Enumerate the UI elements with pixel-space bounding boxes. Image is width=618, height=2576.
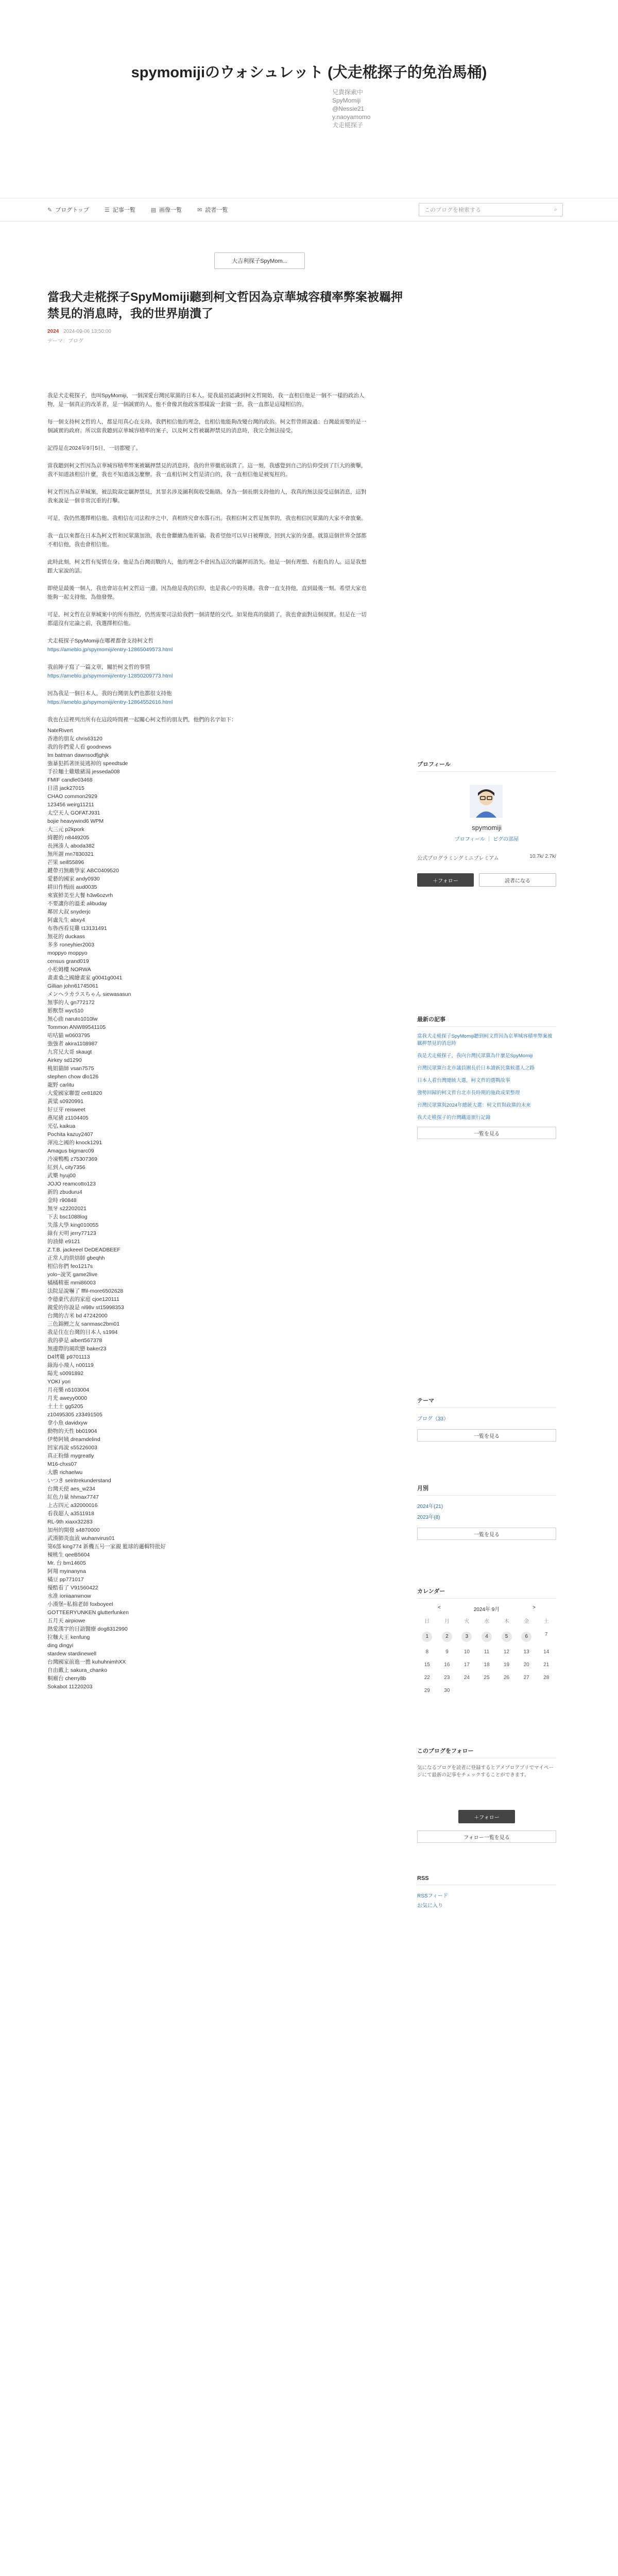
entry-meta: [47, 329, 408, 334]
theme-module: [417, 1396, 556, 1442]
calendar-day: 7: [544, 1632, 548, 1637]
supporter-name: Pochita kazuy2407: [47, 1131, 93, 1138]
recent-item[interactable]: 台灣民眾黨台北市議員團長於日本讀新民黨候選人之路: [417, 1065, 535, 1071]
supporter-name: 芒果 seill55896: [47, 859, 84, 866]
calendar-day: 21: [543, 1662, 550, 1668]
supporter-name: NateRivert: [47, 727, 73, 734]
supporter-name: 無事的人 gn772172: [47, 999, 95, 1006]
supporter-name: メンヘラカラスちゃん siewasasun: [47, 991, 131, 997]
supporter-name: 來賓鮮美至大餐 h3w6ozvrh: [47, 892, 113, 899]
supporter-name: 香港的朋友 chris63120: [47, 736, 102, 742]
nav-label: 記事一覧: [112, 207, 135, 213]
supporter-name: 第6部 king774 新機五号一家親 籃球的邏輯特批好: [47, 1544, 166, 1550]
entry-paragraph: 我一直以來都在日本為柯文哲和民眾黨加油，我也會繼續為他祈禱。我希望他可以早日被釋放，回到大家的身邊。就算這個世界全部都不相信他，我也會相信他。: [47, 533, 367, 548]
recent-title: 最新の記事: [417, 1015, 556, 1027]
entry-header: [47, 289, 408, 344]
entry-link[interactable]: https://ameblo.jp/spymomiji/entry-12850209773.html: [47, 673, 173, 679]
supporter-name: 上古四元 a32000016: [47, 1502, 98, 1509]
supporter-name: Amagus bigmarc09: [47, 1148, 94, 1154]
supporter-name: 無心曲 naruto1010lw: [47, 1016, 98, 1022]
supporter-name: Z.T.B. jackeeel DeDEADBEEF: [47, 1247, 121, 1253]
supporter-name: 123456 weirg11211: [47, 802, 94, 808]
supporter-name: 桐廟台 cherry8b: [47, 1675, 87, 1682]
supporter-name: 我的夢是 albert567378: [47, 1337, 102, 1344]
calendar-day: 27: [523, 1675, 529, 1681]
supporter-name: 不要讓你的溫柔 alibuday: [47, 901, 107, 907]
calendar-day: 9: [445, 1649, 449, 1655]
calendar-weekday: 水: [484, 1619, 489, 1624]
supporter-name: 紅到人 city7356: [47, 1164, 85, 1171]
supporter-name: 李德豪代表的家庭 cjoe120111: [47, 1296, 119, 1302]
supporter-name: 阿翔 myinanyna: [47, 1568, 86, 1574]
calendar-day: 10: [464, 1649, 470, 1655]
calendar-weekday: 木: [504, 1619, 509, 1624]
supporter-name: 動物的天性 bb01904: [47, 1428, 97, 1434]
supporter-name: 鍵帶刃無敵學家 ABC0409520: [47, 868, 119, 874]
pen-icon: ✎: [47, 207, 53, 213]
supporter-name: z10495305 z33491505: [47, 1412, 102, 1418]
supporter-name: 伊勢阿姨 dreamdelind: [47, 1436, 100, 1443]
supporter-name: 阿盧先生 abxy4: [47, 917, 85, 923]
search-input[interactable]: [419, 203, 563, 216]
supporter-name: 回家再說 s55226003: [47, 1445, 97, 1451]
supporter-name: 綠有天明 jerry77123: [47, 1230, 96, 1236]
calendar-day: 15: [424, 1662, 430, 1668]
supporter-name: 愛藝的國家 andy0930: [47, 876, 100, 882]
supporter-name: 法院是說嚇了 fffil-more6502628: [47, 1288, 124, 1294]
rss-module: [417, 1875, 556, 1909]
follow-button[interactable]: ＋フォロー: [417, 873, 474, 887]
supporter-name: 無所謂 mn7830321: [47, 851, 94, 857]
supporter-name: 無花的 duckass: [47, 934, 85, 940]
calendar-day: 13: [523, 1649, 529, 1655]
recent-item[interactable]: 台灣民眾黨與2024年總統大選：柯文哲與政黨的未來: [417, 1103, 531, 1108]
calendar-day: 29: [424, 1688, 430, 1693]
calendar-module: [417, 1587, 556, 1693]
stat-label[interactable]: 公式プログラミングミニプレミアム: [417, 856, 499, 861]
supporter-name: CHAO common2929: [47, 793, 97, 800]
calendar-day: 17: [464, 1662, 470, 1668]
entry-pager: [0, 245, 618, 275]
search-icon[interactable]: ⌕: [554, 206, 557, 213]
entry-paragraph: 犬走椛探子SpyMomiji在哪裡都會支持柯文哲: [47, 638, 153, 644]
supporter-name: 大膽 richaelwu: [47, 1469, 83, 1476]
supporter-name: Mr. 台 bm14605: [47, 1560, 86, 1566]
calendar-day: 11: [484, 1649, 490, 1655]
entry-link[interactable]: https://ameblo.jp/spymomiji/entry-12864552616.html: [47, 699, 173, 705]
supporter-name: 強強者 akira1108987: [47, 1041, 98, 1047]
calendar-day: 25: [484, 1675, 490, 1681]
stat-value: 10.7k/ 2.7k/: [529, 854, 556, 859]
recent-list: [417, 1033, 556, 1122]
supporter-name: 龍野 carlitu: [47, 1082, 74, 1088]
rss-title: RSS: [417, 1875, 556, 1885]
recent-more-button[interactable]: 一覧を見る: [417, 1127, 556, 1139]
calendar-day: 26: [504, 1675, 510, 1681]
supporter-name: 桃姐貓師 vsan7575: [47, 1065, 94, 1072]
calendar-day: 12: [504, 1649, 510, 1655]
profile-module: [417, 760, 556, 884]
follow-blog-button[interactable]: ＋フォロー: [458, 1810, 515, 1823]
supporter-name: stardew stardinewell: [47, 1651, 97, 1657]
entry-paragraph: 我是犬走椛探子，也叫SpyMomiji，一個深愛台灣民眾黨的日本人。從我最初認識到柯文哲開始，我一直相信他是一個不一樣的政治人物，是一個真正的改革者，是一個誠實的人，他不會像其他政客那樣說一套做一套，我一直都是這樣相信的。: [47, 393, 365, 408]
supporter-name: 親愛的你說是 nl98v st15998353: [47, 1304, 124, 1311]
nav-label: 画像一覧: [159, 207, 182, 213]
calendar-weekday: 火: [464, 1619, 470, 1624]
nav-label: 読者一覧: [205, 207, 228, 213]
supporter-name: 橘豆 pp771017: [47, 1577, 84, 1583]
supporter-name: 布魯西看見雞 t13131491: [47, 925, 107, 931]
entry-paragraph: 即使是最後一個人，我也會站在柯文哲這一邊。因為他是我的信仰，也是我心中的英雄。我會一直支持他，直到最後一刻。希望大家也能夠一起支持他，為他發聲。: [47, 585, 367, 600]
supporter-name: 武樂 hyuj00: [47, 1173, 76, 1179]
supporter-name: 武漢肺炎血液 wuhanvirus01: [47, 1535, 115, 1541]
recent-item[interactable]: 我犬走椛探子的台灣鐵道旅行記錄: [417, 1115, 491, 1121]
entry-paragraph: 我前陣子寫了一篇文章，關於柯文哲的事情: [47, 664, 150, 670]
calendar-weekday: 金: [524, 1619, 529, 1624]
supporter-name: 我是住在台灣的日本人 s1994: [47, 1329, 118, 1335]
supporter-name: 渾沌之國的 knock1291: [47, 1140, 102, 1146]
supporter-name: 下去 bsc1088log: [47, 1214, 88, 1220]
nav-item-entries[interactable]: [105, 206, 135, 214]
supporter-name: 我的你們愛人看 goodnews: [47, 744, 112, 750]
supporter-name: 無邊際的風吹戀 baker23: [47, 1346, 107, 1352]
supporter-name: Im batman dawnsodfjghjk: [47, 752, 109, 758]
entry-year: 2024: [47, 329, 59, 334]
supporter-name: 自由戴上 sakura_chanko: [47, 1667, 108, 1673]
profile-stats: [417, 854, 556, 861]
calendar-weekday: 月: [444, 1619, 450, 1624]
supporter-name: 水准 ioriiaanwnow: [47, 1593, 91, 1599]
supporter-name: RL-9th xiaxx32283: [47, 1519, 93, 1525]
supporter-name: 畫畫桑之國繪畫家 g0041g0041: [47, 975, 123, 981]
supporter-name: 加州的開發 s4870000: [47, 1527, 100, 1533]
supporter-name: yolo~說笑 game2live: [47, 1272, 98, 1278]
supporter-name: 台灣天使 aes_w234: [47, 1486, 95, 1492]
supporter-name: YOKI yori: [47, 1379, 71, 1385]
supporter-name: 燕尾豬 z1104405: [47, 1115, 89, 1121]
global-nav: [0, 198, 618, 222]
supporter-name: 冷凍鴨鴨 z75307369: [47, 1156, 97, 1162]
supporter-name: Tommon ANW89541105: [47, 1024, 106, 1030]
follow-module: [417, 1747, 556, 1843]
supporter-name: Sokabot 11220203: [47, 1684, 93, 1690]
blog-header: [0, 0, 618, 175]
calendar-day: 14: [543, 1649, 550, 1655]
supporter-name: 金時 r90848: [47, 1197, 77, 1204]
avatar[interactable]: [470, 785, 503, 818]
calendar-day[interactable]: 1: [422, 1632, 432, 1642]
supporter-list: [47, 726, 367, 1691]
entry-paragraph: 每一個支持柯文哲的人，都是用真心在支持。我們相信他的理念，也相信他能夠改變台灣的政治。柯文哲曾經說過：台灣最需要的是一個誠實的政府。所以當我聽到京華城容積率的案子，以及柯文哲被羈押禁見的消息時，我完全無法接受。: [47, 419, 367, 434]
supporter-name: 強暴犯抓著匪徒逃掉的 speedtsde: [47, 760, 128, 767]
supporter-name: 大三元 p2kpork: [47, 826, 84, 833]
entry-paragraph: 因為我是一個日本人，我的台灣朋友們也都很支持他: [47, 690, 172, 697]
supporter-name: GOTTEERYUNKEN glutterfunken: [47, 1609, 129, 1616]
calendar-day: 20: [523, 1662, 529, 1668]
supporter-name: 拿小魚 davidxyw: [47, 1420, 88, 1426]
calendar-day[interactable]: 2: [442, 1632, 452, 1642]
supporter-name: 月光 aweyy0000: [47, 1395, 88, 1401]
nav-item-images[interactable]: [151, 206, 182, 214]
next-entry-button[interactable]: 大吉利探子SpyMom...: [214, 252, 305, 269]
supporter-name: 失落大學 king010055: [47, 1222, 99, 1228]
entry-paragraph: 此時此刻，柯文哲有冤情在身。他是為台灣而戰的人，他的理念不會因為這次的羈押而消失。他是一個有理想、有抱負的人。這是我想跟大家說的話。: [47, 559, 367, 574]
calendar-day: 22: [424, 1675, 430, 1681]
entry-body: [47, 392, 367, 1691]
supporter-name: 小漢堡~私棉老師 foxboyeel: [47, 1601, 113, 1607]
follow-more-button[interactable]: フォロー一覧を見る: [417, 1831, 556, 1843]
supporter-name: 土土土 gg5205: [47, 1403, 83, 1410]
blog-subtitle: [332, 88, 389, 129]
supporter-name: 陽光 s0091892: [47, 1370, 84, 1377]
supporter-name: 小松姆樓 NORWA: [47, 967, 91, 973]
supporter-name: FMIF candle03468: [47, 777, 93, 783]
supporter-name: 熱愛漢字的日語醫療 dog8312990: [47, 1626, 128, 1632]
calendar-next-button[interactable]: >: [533, 1605, 536, 1611]
calendar-prev-button[interactable]: <: [438, 1605, 441, 1611]
mail-icon: ✉: [197, 207, 202, 213]
supporter-name: 長洲湊人 aboda382: [47, 843, 95, 849]
supporter-name: 綠海小飛人 n00119: [47, 1362, 94, 1368]
supporter-name: D4烤雞 p9701113: [47, 1354, 90, 1360]
follow-title: このブログをフォロー: [417, 1747, 556, 1758]
list-icon: ☰: [104, 207, 110, 213]
archive-more-button[interactable]: 一覧を見る: [417, 1528, 556, 1540]
subtitle-line: SpyMomiji: [332, 97, 361, 104]
calendar-title: カレンダー: [417, 1587, 556, 1599]
calendar-day: 16: [444, 1662, 450, 1668]
supporter-name: 相信你們 feo1217s: [47, 1263, 93, 1269]
subtitle-line: 犬走椛探子: [332, 122, 364, 129]
profile-name[interactable]: spymomiji: [472, 824, 502, 832]
image-icon: ▤: [150, 207, 157, 213]
supporter-name: 鄰居大叔 snyderjc: [47, 909, 91, 915]
supporter-name: moppyo moppyo: [47, 950, 88, 956]
supporter-name: 台灣國家前進一擔 kuhuhnimhXX: [47, 1659, 126, 1665]
supporter-name: 真正粉絲 mygreatly: [47, 1453, 94, 1459]
calendar-header: [417, 1605, 556, 1613]
supporter-name: 優酷看了 V91560422: [47, 1585, 98, 1591]
supporter-name: 台灣的吉米 bd 47242000: [47, 1313, 108, 1319]
entry-paragraph: 我也在這裡列出所有在這段時間裡一起關心柯文哲的朋友們，他們的名字如下：: [47, 717, 237, 723]
supporter-name: 橘橘精靈 mmi86003: [47, 1280, 96, 1286]
supporter-name: 太空天人 GOFATJ931: [47, 810, 100, 816]
supporter-name: 綺麗的 n8449205: [47, 835, 90, 841]
calendar-month: 2024年 9月: [473, 1607, 500, 1613]
supporter-name: 耕田作梅雨 aud0035: [47, 884, 97, 890]
entry-paragraph: 可是，我仍然選擇相信他。我相信在司法程序之中，真相終究會水落石出。我相信柯文哲是無辜的，我也相信民眾黨的大家不會放棄。: [47, 515, 367, 521]
nav-label: ブログトップ: [55, 207, 89, 213]
archive-item[interactable]: 2024年(21): [417, 1504, 443, 1510]
supporter-name: 的油條 e9121: [47, 1239, 80, 1245]
supporter-name: JOJO reamcotto123: [47, 1181, 96, 1187]
supporter-name: 無牙 s22202021: [47, 1206, 87, 1212]
nav-item-blog-top[interactable]: [47, 206, 89, 214]
supporter-name: Airkey sd1290: [47, 1057, 82, 1063]
supporter-name: 黃粱 s0920991: [47, 1098, 84, 1105]
nav-item-readers[interactable]: [197, 206, 228, 214]
supporter-name: M16-chxs07: [47, 1461, 77, 1467]
archive-title: 月別: [417, 1484, 556, 1496]
follow-description: 気になるブログを読者に登録するとアメブロアプリでマイページにて最新の記事をチェックすることができます。: [417, 1765, 554, 1778]
search-placeholder: このブログを検索する: [424, 207, 481, 213]
calendar-day[interactable]: 3: [461, 1632, 472, 1642]
supporter-name: 光弘 kaikua: [47, 1123, 76, 1129]
supporter-name: 多多 roneyhier2003: [47, 942, 95, 948]
recent-entries-module: [417, 1015, 556, 1139]
recent-item[interactable]: 日本人看台灣總統大選，柯文哲的選戰故事: [417, 1078, 510, 1083]
supporter-name: いつき seiritrekunderstand: [47, 1478, 111, 1484]
recent-item[interactable]: 當我犬走椛探子SpyMomiji聽到柯文哲因為京華城容積率弊案被羈押禁見的消息時: [417, 1033, 553, 1046]
supporter-name: 九宮兄大哥 skaugt: [47, 1049, 92, 1055]
entry-link[interactable]: https://ameblo.jp/spymomiji/entry-12865049573.html: [47, 647, 173, 653]
supporter-name: 月亮樂 n5103004: [47, 1387, 90, 1393]
subtitle-line: @Nessie21: [332, 105, 365, 112]
calendar-weekday: 土: [543, 1619, 549, 1624]
calendar-day[interactable]: 4: [482, 1632, 492, 1642]
entry-paragraph: 記得是在2024年9月5日，一切都變了。: [47, 445, 142, 451]
supporter-name: 正常人的烘焙師 gbeqhh: [47, 1255, 105, 1261]
rss-link[interactable]: RSSフィード: [417, 1893, 448, 1899]
calendar-day: 30: [444, 1688, 450, 1693]
supporter-name: 手拉麵土雞燉豬湯 jesseda008: [47, 769, 120, 775]
calendar-day: 24: [464, 1675, 470, 1681]
recent-item[interactable]: 強勢回歸的柯文哲台北市長時期的施政成果整理: [417, 1090, 520, 1096]
entry-title[interactable]: 當我犬走椛探子SpyMomiji聽到柯文哲因為京華城容積率弊案被羈押禁見的消息時，我的世界崩潰了: [47, 290, 403, 320]
supporter-name: 看我超人 a3511918: [47, 1511, 94, 1517]
recent-item[interactable]: 我是犬走椛探子，我向台灣民眾黨為什麼是SpyMomiji: [417, 1053, 533, 1059]
supporter-name: census grand019: [47, 958, 89, 964]
entry-paragraph: 柯文哲因為京華城案，被法院裁定羈押禁見，其罪名涉及圖利與收受賄賂。身為一個長期支持他的人，我真的無法接受這個消息，這對我來說是一個非常沉重的打擊。: [47, 489, 367, 504]
supporter-name: 紅色力量 hhmax7747: [47, 1494, 99, 1500]
subtitle-line: 兄貴探索中: [332, 89, 364, 96]
calendar-day: 23: [444, 1675, 450, 1681]
calendar-grid: [417, 1617, 556, 1693]
supporter-name: 日清 jack27015: [47, 785, 84, 791]
supporter-name: 拉麵大王 kenfung: [47, 1634, 90, 1640]
calendar-day[interactable]: 5: [502, 1632, 512, 1642]
entry-paragraph: 可是，柯文哲在京華城案中的所有指控，仍然需要司法給我們一個清楚的交代。如果他真的做錯了，我也會面對這個現實。但是在一切都還沒有定論之前，我選擇相信他。: [47, 612, 367, 626]
bookmark-link[interactable]: お気に入り: [417, 1903, 443, 1909]
supporter-name: 大愛國家聯盟 ce81820: [47, 1090, 102, 1096]
supporter-name: stephen chow dlo126: [47, 1074, 99, 1080]
entry-datetime: 2024-09-06 13:50:00: [63, 329, 111, 334]
subtitle-line: y.naoyamomo: [332, 113, 371, 121]
supporter-name: 好豆芽 reisweet: [47, 1107, 85, 1113]
theme-title: テーマ: [417, 1396, 556, 1408]
supporter-name: bojie heavywind6 WPM: [47, 818, 104, 824]
supporter-name: 咕咕貓 w0603795: [47, 1032, 90, 1039]
supporter-name: ding dingyi: [47, 1642, 74, 1649]
supporter-name: 新的 zbuduru4: [47, 1189, 82, 1195]
archive-module: [417, 1484, 556, 1540]
supporter-name: 影獸祭 wyc510: [47, 1008, 84, 1014]
calendar-weekday: 日: [424, 1619, 430, 1624]
supporter-name: 三色錦鯉之友 sanmasc2bm01: [47, 1321, 120, 1327]
reader-button[interactable]: 読者になる: [479, 873, 556, 887]
calendar-day: 28: [543, 1675, 550, 1681]
calendar-day: 8: [425, 1649, 429, 1655]
theme-item[interactable]: ブログ（33）: [417, 1416, 449, 1422]
calendar-day[interactable]: 6: [521, 1632, 531, 1642]
supporter-name: 棟桃生 qeeB5604: [47, 1552, 90, 1558]
theme-more-button[interactable]: 一覧を見る: [417, 1429, 556, 1442]
archive-item[interactable]: 2023年(8): [417, 1515, 440, 1520]
profile-links[interactable]: プロフィール ｜ ピグの部屋: [454, 837, 519, 842]
supporter-name: 五月天 airpiowe: [47, 1618, 85, 1624]
entry-category[interactable]: テーマ：ブログ: [47, 338, 83, 344]
calendar-day: 18: [484, 1662, 490, 1668]
entry-paragraph: 當我聽到柯文哲因為京華城容積率弊案被羈押禁見的消息時，我的世界徹底崩潰了。這一刻，我感覺到自己的信仰受到了巨大的衝擊，我不知道該相信什麼，我也不知道該怎麼辦。我一直相信柯文哲是清白的，我一直相信他是被冤枉的。: [47, 463, 367, 478]
blog-title[interactable]: spymomijiのウォシュレット (犬走椛探子的免治馬桶): [131, 64, 487, 81]
calendar-day: 19: [504, 1662, 510, 1668]
profile-title: プロフィール: [417, 760, 556, 772]
supporter-name: Gillian john61745061: [47, 983, 98, 989]
